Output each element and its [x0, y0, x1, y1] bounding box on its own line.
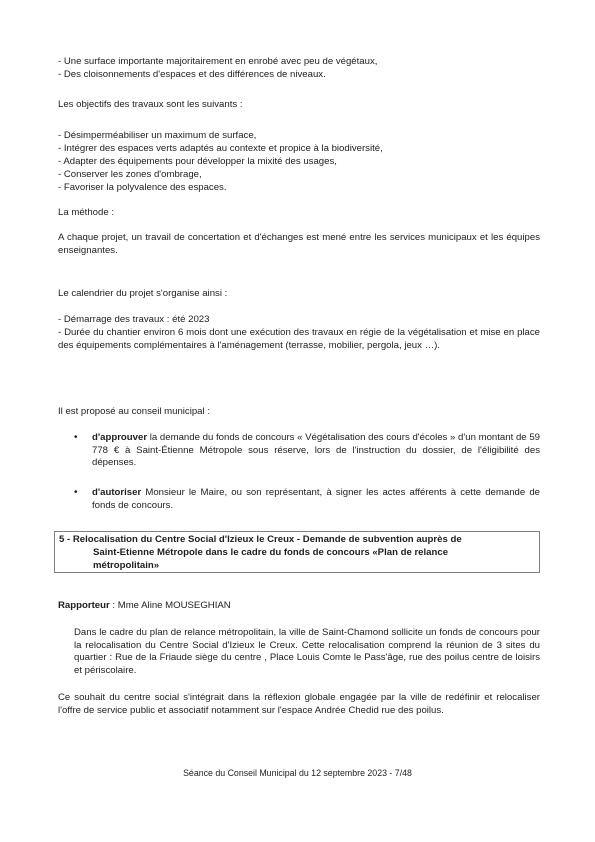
- objective-item: - Intégrer des espaces verts adaptés au contexte et propice à la biodiversité,: [58, 143, 383, 154]
- proposal-item-approve: [92, 432, 540, 470]
- approve-text: la demande du fonds de concours « Végétalisation des cours d'écoles » d'un montant de 59 778 € à Saint-Étienne Métropole sous réserve, lors de l'instruction du dossier, de l'éligibilité des dépenses.: [92, 432, 540, 469]
- section-5-title-line-3: métropolitain»: [93, 560, 160, 571]
- objective-item: - Conserver les zones d'ombrage,: [58, 169, 202, 180]
- bullet-icon: •: [74, 487, 78, 498]
- rapporteur-sep: :: [109, 600, 118, 611]
- objective-item: - Favoriser la polyvalence des espaces.: [58, 182, 227, 193]
- body-paragraph-1: Dans le cadre du plan de relance métropolitain, la ville de Saint-Chamond sollicite un fonds de concours pour la relocalisation du Centre Social d'Izieux le Creux. Cette relocalisation comprend la réunion de 3 sites du quartier : Rue de la Friaude siège du centre , Place Louis Comte le Pass'âge, rue des poilus centre de loisirs et périscolaire.: [74, 627, 540, 676]
- authorize-keyword: d'autoriser: [92, 487, 142, 498]
- page-footer: Séance du Conseil Municipal du 12 septembre 2023 - 7/48: [183, 768, 412, 778]
- bullet-icon: •: [74, 432, 78, 443]
- body-paragraph-2: Ce souhait du centre social s'intégrait dans la réflexion globale engagée par la ville de redéfinir et relocaliser l'offre de service public et associatif notamment sur l'espace Andrée Chedid rue des poilus.: [58, 692, 540, 716]
- method-text: A chaque projet, un travail de concertation et d'échanges est mené entre les services municipaux et les équipes enseignantes.: [58, 232, 540, 256]
- objective-item: - Désimperméabiliser un maximum de surface,: [58, 130, 257, 141]
- approve-keyword: d'approuver: [92, 432, 148, 443]
- intro-line-2: - Des cloisonnements d'espaces et des différences de niveaux.: [58, 69, 326, 80]
- objective-item: - Adapter des équipements pour développer la mixité des usages,: [58, 156, 337, 167]
- objectives-heading: Les objectifs des travaux sont les suivants :: [58, 99, 243, 110]
- proposal-heading: Il est proposé au conseil municipal :: [58, 406, 210, 417]
- calendar-item-start: - Démarrage des travaux : été 2023: [58, 314, 210, 325]
- calendar-item-duration: - Durée du chantier environ 6 mois dont une exécution des travaux en régie de la végétalisation et mise en place des équipements complémentaires à l'aménagement (terrasse, mobilier, pergola, jeux …).: [58, 327, 540, 351]
- authorize-text: Monsieur le Maire, ou son représentant, à signer les actes afférents à cette demande de fonds de concours.: [92, 487, 540, 511]
- rapporteur-line: [58, 600, 231, 613]
- section-5-title-line-1: 5 - Relocalisation du Centre Social d'Izieux le Creux - Demande de subvention auprès de: [59, 534, 462, 545]
- section-5-title-line-2: Saint-Etienne Métropole dans le cadre du fonds de concours «Plan de relance: [93, 547, 449, 558]
- method-heading: La méthode :: [58, 207, 115, 218]
- rapporteur-name: Mme Aline MOUSEGHIAN: [117, 600, 231, 611]
- rapporteur-label: Rapporteur: [58, 600, 110, 611]
- intro-line-1: - Une surface importante majoritairement en enrobé avec peu de végétaux,: [58, 56, 378, 67]
- section-5-title-box: [54, 531, 540, 573]
- proposal-item-authorize: [92, 487, 540, 512]
- calendar-heading: Le calendrier du projet s'organise ainsi :: [58, 288, 228, 299]
